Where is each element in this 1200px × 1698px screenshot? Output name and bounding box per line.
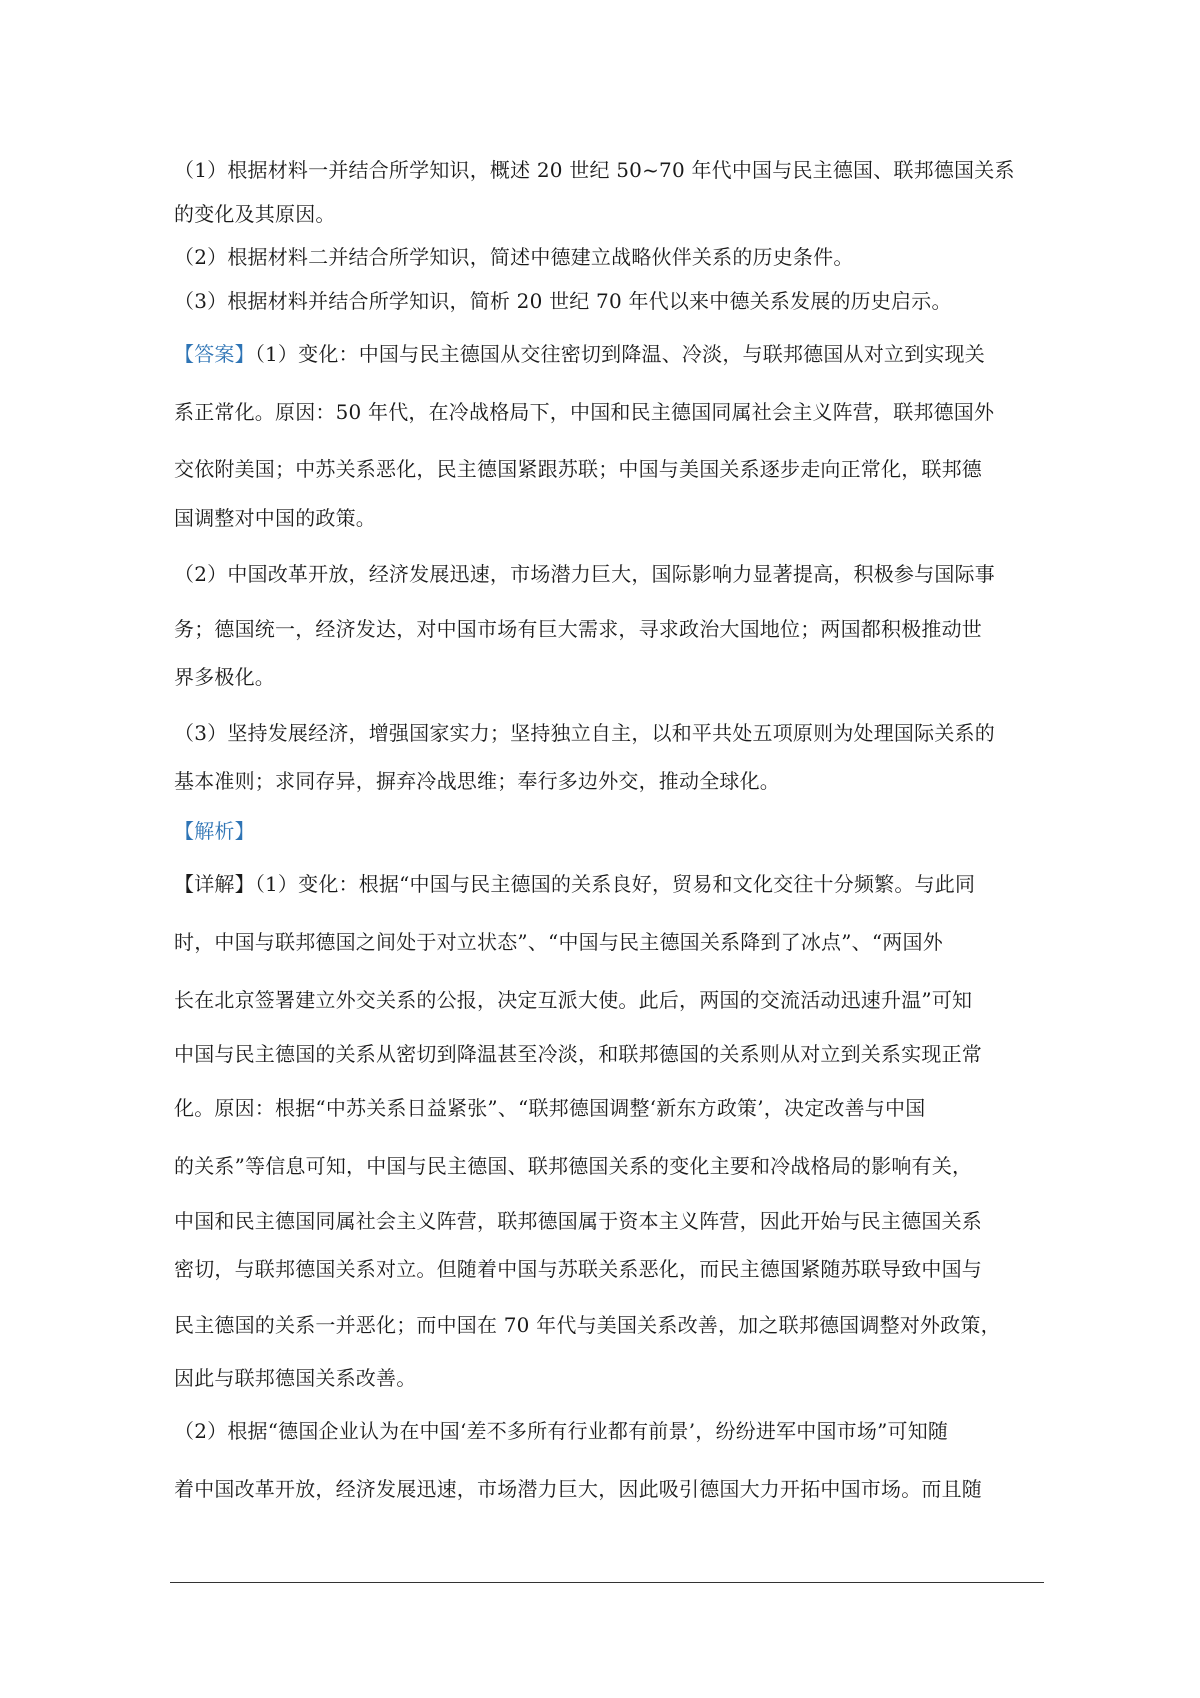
answer-tag: 【答案】 [174, 342, 255, 366]
answer-2-line-3: 界多极化。 [174, 665, 275, 689]
detail-1-line-2: 时，中国与联邦德国之间处于对立状态”、“中国与民主德国关系降到了冰点”、“两国外 [174, 930, 943, 954]
answer-1-text: （1）变化：中国与民主德国从交往密切到降温、冷淡，与联邦德国从对立到实现关 [254, 342, 985, 366]
detail-1-line-5: 化。原因：根据“中苏关系日益紧张”、“联邦德国调整‘新东方政策’，决定改善与中国 [174, 1096, 926, 1120]
detail-1-line-6: 的关系”等信息可知，中国与民主德国、联邦德国关系的变化主要和冷战格局的影响有关， [174, 1154, 973, 1178]
detail-1-line-4: 中国与民主德国的关系从密切到降温甚至冷淡，和联邦德国的关系则从对立到关系实现正常 [174, 1042, 982, 1066]
detail-1-line-10: 因此与联邦德国关系改善。 [174, 1366, 417, 1390]
answer-1-line-3: 交依附美国；中苏关系恶化，民主德国紧跟苏联；中国与美国关系逐步走向正常化，联邦德 [174, 457, 982, 481]
detail-1-text: （1）变化：根据“中国与民主德国的关系良好，贸易和文化交往十分频繁。与此同 [254, 872, 976, 896]
footer-divider [170, 1582, 1044, 1583]
detail-1-line-7: 中国和民主德国同属社会主义阵营，联邦德国属于资本主义阵营，因此开始与民主德国关系 [174, 1209, 982, 1233]
answer-3-line-1: （3）坚持发展经济，增强国家实力；坚持独立自主，以和平共处五项原则为处理国际关系的 [174, 721, 995, 745]
answer-2-line-2: 务；德国统一，经济发达，对中国市场有巨大需求，寻求政治大国地位；两国都积极推动世 [174, 617, 982, 641]
answer-3-line-2: 基本准则；求同存异，摒弃冷战思维；奉行多边外交，推动全球化。 [174, 769, 780, 793]
detail-1-line-3: 长在北京签署建立外交关系的公报，决定互派大使。此后，两国的交流活动迅速升温”可知 [174, 988, 973, 1012]
answer-1-line-1 [174, 340, 1044, 368]
detail-1-line-9: 民主德国的关系一并恶化；而中国在 70 年代与美国关系改善，加之联邦德国调整对外政策， [174, 1313, 1001, 1337]
detail-2-line-2: 着中国改革开放，经济发展迅速，市场潜力巨大，因此吸引德国大力开拓中国市场。而且随 [174, 1477, 982, 1501]
detail-2-line-1: （2）根据“德国企业认为在中国‘差不多所有行业都有前景’，纷纷进军中国市场”可知随 [174, 1419, 949, 1443]
answer-1-line-4: 国调整对中国的政策。 [174, 506, 376, 530]
question-1-line-1: （1）根据材料一并结合所学知识，概述 20 世纪 50~70 年代中国与民主德国、联邦德国关系 [174, 158, 1015, 182]
question-3: （3）根据材料并结合所学知识，简析 20 世纪 70 年代以来中德关系发展的历史启示。 [174, 289, 952, 313]
answer-2-line-1: （2）中国改革开放，经济发展迅速，市场潜力巨大，国际影响力显著提高，积极参与国际事 [174, 562, 995, 586]
detail-1-line-1 [174, 870, 1044, 898]
answer-1-line-2: 系正常化。原因：50 年代，在冷战格局下，中国和民主德国同属社会主义阵营，联邦德国外 [174, 400, 995, 424]
detail-1-line-8: 密切，与联邦德国关系对立。但随着中国与苏联关系恶化，而民主德国紧随苏联导致中国与 [174, 1257, 982, 1281]
question-2: （2）根据材料二并结合所学知识，简述中德建立战略伙伴关系的历史条件。 [174, 245, 854, 269]
analysis-tag: 【解析】 [174, 819, 255, 843]
question-1-line-2: 的变化及其原因。 [174, 202, 336, 226]
detail-tag: 【详解】 [174, 872, 255, 896]
